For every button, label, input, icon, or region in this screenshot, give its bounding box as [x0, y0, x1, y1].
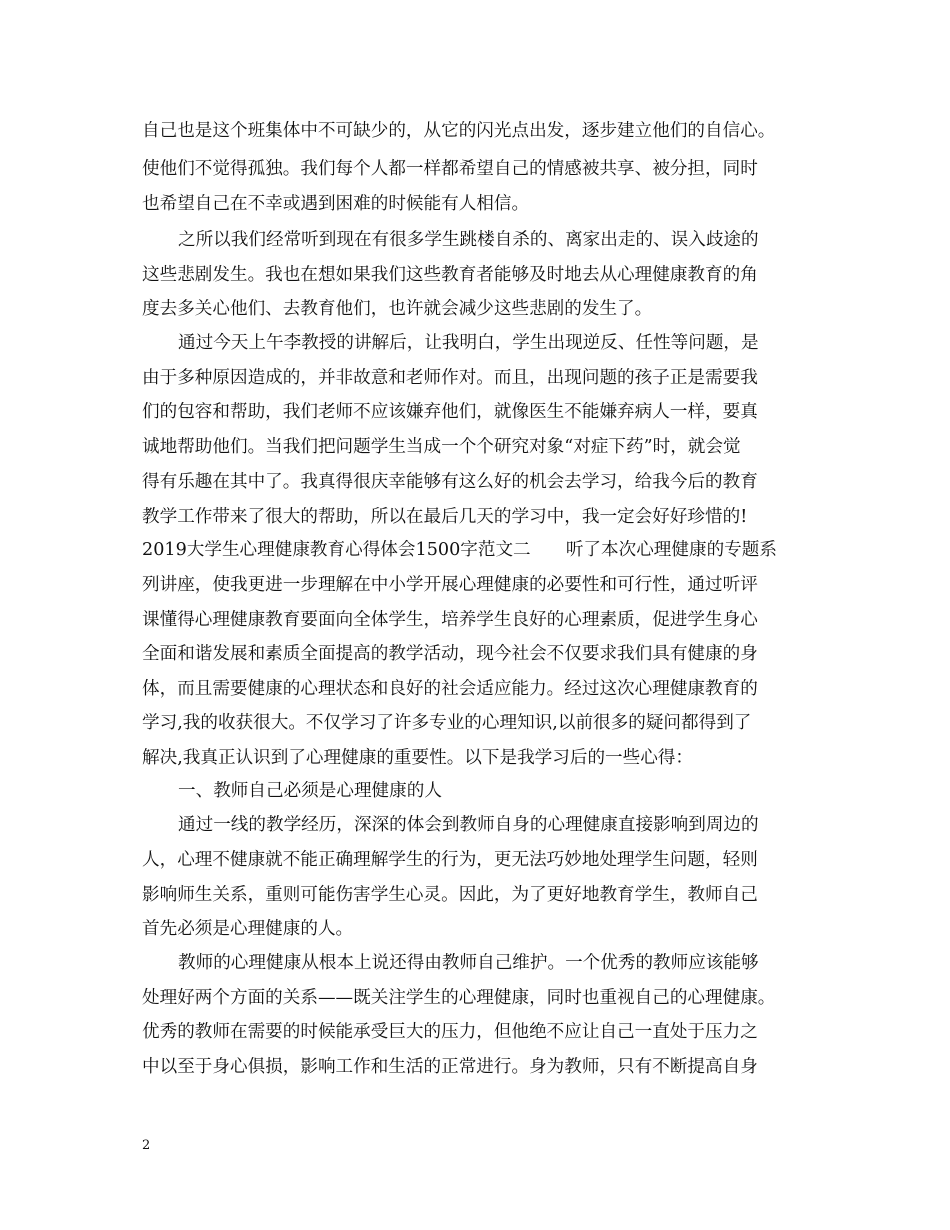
text-line: 人，心理不健康就不能正确理解学生的行为，更无法巧妙地处理学生问题，轻则	[142, 850, 758, 870]
text-line: 体，而且需要健康的心理状态和良好的社会适应能力。经过这次心理健康教育的	[142, 679, 758, 699]
text-line: 解决,我真正认识到了心理健康的重要性。以下是我学习后的一些心得：	[142, 748, 694, 768]
text-line: 使他们不觉得孤独。我们每个人都一样都希望自己的情感被共享、被分担，同时	[142, 159, 758, 179]
text-line: 得有乐趣在其中了。我真得很庆幸能够有这么好的机会去学习，给我今后的教育	[142, 472, 758, 492]
text-line: 由于多种原因造成的，并非故意和老师作对。而且，出现问题的孩子正是需要我	[142, 368, 758, 388]
text-line: 学习,我的收获很大。不仅学习了许多专业的心理知识,以前很多的疑问都得到了	[142, 713, 752, 733]
text-line: 影响师生关系，重则可能伤害学生心灵。因此，为了更好地教育学生，教师自己	[142, 885, 758, 905]
section-heading: 一、教师自己必须是心理健康的人	[178, 781, 442, 801]
text-line: 列讲座，使我更进一步理解在中小学开展心理健康的必要性和可行性，通过听评	[142, 575, 758, 595]
text-line: 度去多关心他们、去教育他们，也许就会减少这些悲剧的发生了。	[142, 299, 653, 319]
paragraph-first-line: 通过一线的教学经历，深深的体会到教师自身的心理健康直接影响到周边的	[178, 815, 759, 835]
text-line: 也希望自己在不幸或遇到困难的时候能有人相信。	[142, 194, 530, 214]
text-line: 中以至于身心俱损，影响工作和生活的正常进行。身为教师，只有不断提高自身	[142, 1057, 758, 1077]
text-line: 优秀的教师在需要的时候能承受巨大的压力，但他绝不应让自己一直处于压力之	[142, 1022, 758, 1042]
paragraph-first-line: 教师的心理健康从根本上说还得由教师自己维护。一个优秀的教师应该能够	[178, 953, 759, 973]
page-number: 2	[142, 1138, 151, 1153]
text-line: 处理好两个方面的关系——既关注学生的心理健康，同时也重视自己的心理健康。	[142, 988, 776, 1008]
text-line: 全面和谐发展和素质全面提高的教学活动，现今社会不仅要求我们具有健康的身	[142, 644, 758, 664]
section-title-line: 2019大学生心理健康教育心得体会1500字范文二 听了本次心理健康的专题系	[142, 540, 777, 560]
text-line: 这些悲剧发生。我也在想如果我们这些教育者能够及时地去从心理健康教育的角	[142, 265, 758, 285]
text-line: 课懂得心理健康教育要面向全体学生，培养学生良好的心理素质，促进学生身心	[142, 610, 758, 630]
text-line: 自己也是这个班集体中不可缺少的，从它的闪光点出发，逐步建立他们的自信心。	[142, 121, 776, 141]
text-line: 诚地帮助他们。当我们把问题学生当成一个个研究对象“对症下药”时，就会觉	[142, 437, 741, 457]
text-line: 们的包容和帮助，我们老师不应该嫌弃他们，就像医生不能嫌弃病人一样，要真	[142, 402, 758, 422]
text-line: 首先必须是心理健康的人。	[142, 919, 354, 939]
text-line: 教学工作带来了很大的帮助，所以在最后几天的学习中，我一定会好好珍惜的!	[142, 507, 748, 527]
paragraph-first-line: 通过今天上午李教授的讲解后，让我明白，学生出现逆反、任性等问题，是	[178, 333, 759, 353]
paragraph-first-line: 之所以我们经常听到现在有很多学生跳楼自杀的、离家出走的、误入歧途的	[178, 230, 759, 250]
